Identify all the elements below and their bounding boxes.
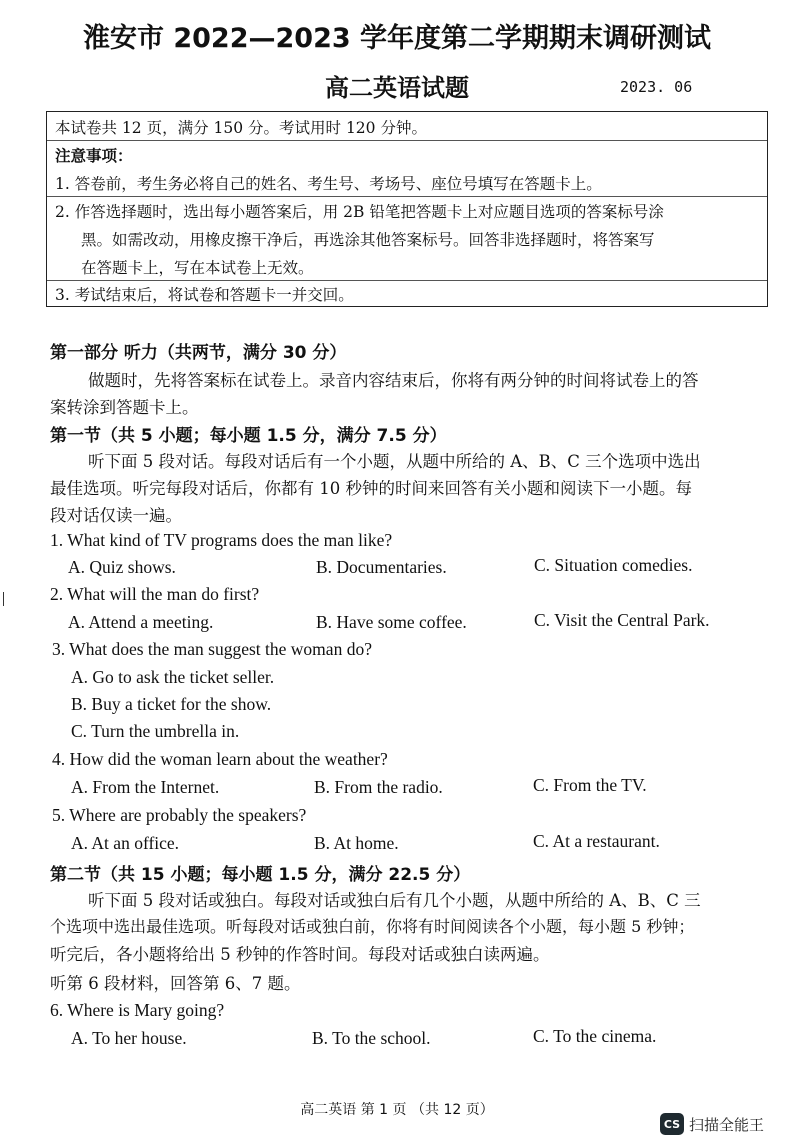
- material-6-instruction: 听第 6 段材料，回答第 6、7 题。: [50, 974, 301, 993]
- notice-row-item3: [47, 280, 767, 306]
- exam-date: 2023. 06: [620, 78, 693, 96]
- question-6-option-b: B. To the school.: [312, 1028, 431, 1048]
- notice-item-2-line-3: 在答题卡上，写在本试卷上无效。: [81, 259, 314, 277]
- question-4-option-b: B. From the radio.: [314, 777, 443, 797]
- exam-title: 淮安市 2022—2023 学年度第二学期期末调研测试: [82, 23, 712, 54]
- notice-box: [46, 111, 768, 307]
- exam-subtitle: 高二英语试题: [325, 74, 469, 102]
- question-1-stem: 1. What kind of TV programs does the man like?: [50, 530, 393, 550]
- question-4-stem: 4. How did the woman learn about the weather?: [52, 749, 388, 769]
- question-5-option-c: C. At a restaurant.: [533, 831, 660, 851]
- section1-instr-line-1: 听下面 5 段对话。每段对话后有一个小题，从题中所给的 A、B、C 三个选项中选出: [88, 452, 701, 471]
- notice-heading: 注意事项：: [55, 147, 133, 165]
- section2-instr-line-2: 个选项中选出最佳选项。听每段对话或独白前，你将有时间阅读各个小题，每小题 5 秒钟；: [50, 917, 695, 936]
- part1-intro-line-2: 案转涂到答题卡上。: [50, 398, 199, 417]
- notice-row-heading: [47, 140, 767, 168]
- question-2-option-a: A. Attend a meeting.: [68, 612, 214, 632]
- notice-item-3: 3. 考试结束后，将试卷和答题卡一并交回。: [55, 286, 354, 304]
- scan-margin-mark: [3, 592, 4, 606]
- section2-heading: 第二节（共 15 小题；每小题 1.5 分，满分 22.5 分）: [50, 865, 471, 885]
- question-6-option-c: C. To the cinema.: [533, 1026, 657, 1046]
- question-1-option-c: C. Situation comedies.: [534, 555, 693, 575]
- notice-row-item2: [47, 196, 767, 281]
- part1-intro-line-1: 做题时，先将答案标在试卷上。录音内容结束后，你将有两分钟的时间将试卷上的答: [88, 371, 699, 390]
- question-5-option-b: B. At home.: [314, 833, 399, 853]
- question-3-stem: 3. What does the man suggest the woman do?: [52, 639, 372, 659]
- question-6-stem: 6. Where is Mary going?: [50, 1000, 225, 1020]
- notice-row-intro: [47, 112, 767, 141]
- question-2-option-b: B. Have some coffee.: [316, 612, 467, 632]
- scanner-watermark: [660, 1112, 764, 1136]
- question-4-option-c: C. From the TV.: [533, 775, 647, 795]
- watermark-text: 扫描全能王: [689, 1115, 765, 1134]
- camscanner-logo-icon: CS: [660, 1113, 684, 1135]
- question-5-stem: 5. Where are probably the speakers?: [52, 805, 307, 825]
- notice-item-1: 1. 答卷前，考生务必将自己的姓名、考生号、考场号、座位号填写在答题卡上。: [55, 175, 602, 193]
- question-2-stem: 2. What will the man do first?: [50, 584, 260, 604]
- question-3-option-b: B. Buy a ticket for the show.: [71, 694, 272, 714]
- question-2-option-c: C. Visit the Central Park.: [534, 610, 710, 630]
- question-1-option-b: B. Documentaries.: [316, 557, 447, 577]
- question-3-option-c: C. Turn the umbrella in.: [71, 721, 240, 741]
- part1-heading: 第一部分 听力（共两节，满分 30 分）: [50, 343, 347, 363]
- section1-instr-line-2: 最佳选项。听完每段对话后，你都有 10 秒钟的时间来回答有关小题和阅读下一小题。每: [50, 479, 692, 498]
- question-6-option-a: A. To her house.: [71, 1028, 187, 1048]
- notice-intro: 本试卷共 12 页，满分 150 分。考试用时 120 分钟。: [55, 119, 427, 137]
- section2-instr-line-1: 听下面 5 段对话或独白。每段对话或独白后有几个小题，从题中所给的 A、B、C 三: [88, 891, 701, 910]
- section1-instr-line-3: 段对话仅读一遍。: [50, 506, 182, 525]
- page-footer: 高二英语 第 1 页 （共 12 页）: [300, 1102, 494, 1118]
- notice-row-item1: [47, 168, 767, 197]
- question-4-option-a: A. From the Internet.: [71, 777, 220, 797]
- notice-item-2-line-1: 2. 作答选择题时，选出每小题答案后，用 2B 铅笔把答题卡上对应题目选项的答案标号涂: [55, 203, 664, 221]
- notice-item-2-line-2: 黑。如需改动，用橡皮擦干净后，再选涂其他答案标号。回答非选择题时，将答案写: [81, 231, 655, 249]
- section2-instr-line-3: 听完后，各小题将给出 5 秒钟的作答时间。每段对话或独白读两遍。: [50, 945, 550, 964]
- question-1-option-a: A. Quiz shows.: [68, 557, 176, 577]
- section1-heading: 第一节（共 5 小题；每小题 1.5 分，满分 7.5 分）: [50, 426, 447, 446]
- question-3-option-a: A. Go to ask the ticket seller.: [71, 667, 275, 687]
- question-5-option-a: A. At an office.: [71, 833, 180, 853]
